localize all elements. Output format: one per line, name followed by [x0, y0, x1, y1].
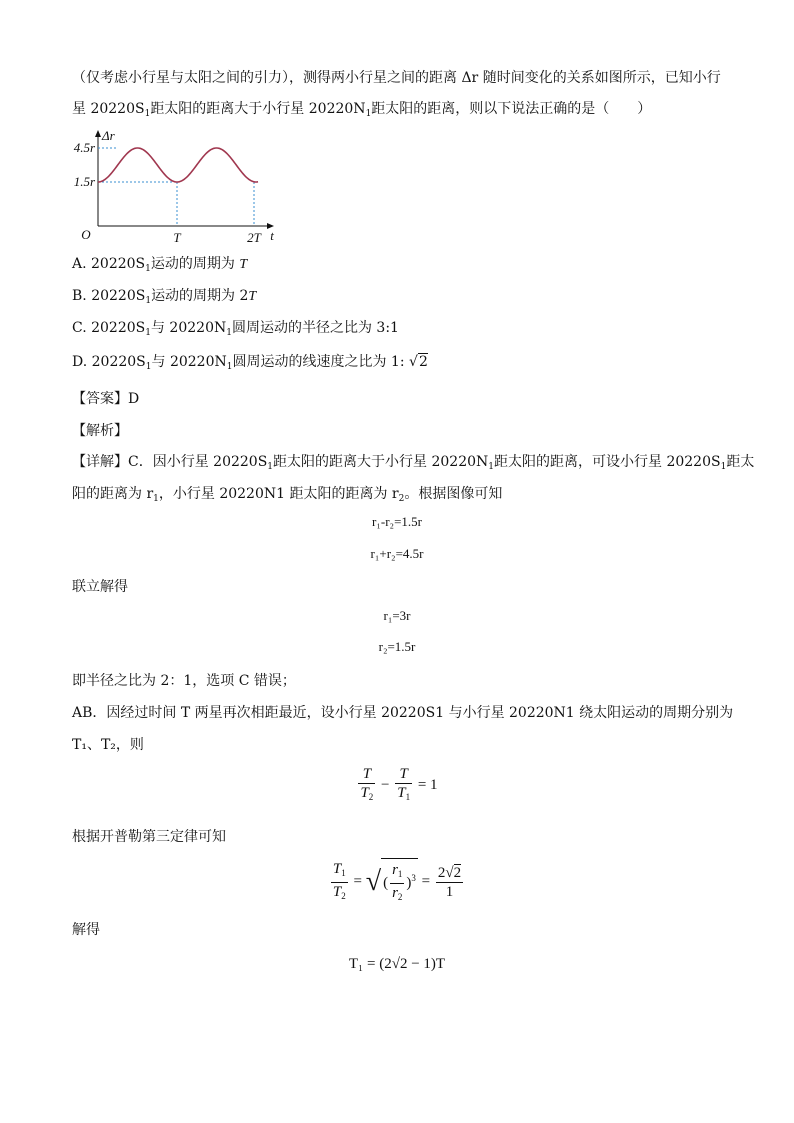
option-d: D. $20220S_1$与 $20220N_1$圆周运动的线速度之比为 1: √2	[72, 354, 428, 372]
distance-time-chart	[70, 128, 290, 246]
ab-line-1: AB．因经过时间 T 两星再次相距最近，设小行星 20220S1 与小行星 20220N1 绕太阳运动的周期分别为	[72, 705, 734, 721]
question-line-1: （仅考虑小行星与太阳之间的引力），测得两小行星之间的距离 Δr 随时间变化的关系如图所示，已知小行	[72, 70, 721, 86]
sqrt-2: √2	[409, 354, 428, 370]
conclusion-c: 即半径之比为 2：1，选项 C 错误；	[72, 673, 296, 689]
equation-1: r₁-r₂=1.5r	[372, 514, 422, 529]
analysis-tag: 【解析】	[72, 423, 128, 439]
solve-label-2: 解得	[72, 922, 100, 938]
equation-3: r₁=3r	[383, 608, 411, 623]
x-axis-label: t	[270, 228, 274, 243]
ab-line-2: T₁、T₂，则	[72, 737, 144, 753]
equation-4: r₂=1.5r	[378, 639, 416, 654]
kepler-equation: $\frac{T_1}{T_2}$ = √ ( $\frac{r_1}{r_2}$ )$^3$ = $\frac{2√2}{1}$	[0, 858, 794, 906]
question-line-2: 星 $20220S_1$距太阳的距离大于小行星 $20220N_1$距太阳的距离，则以下说法正确的是（ ）	[72, 101, 652, 119]
period-equation: $\frac{T}{T_2}$ − $\frac{T}{T_1}$ = 1	[360, 766, 438, 802]
detail-line-2: 阳的距离为 $r_1$，小行星 20220N1 距太阳的距离为 $r_2$。根据图像可知	[72, 486, 503, 504]
y-axis-arrow	[95, 130, 101, 137]
y-axis-label: Δr	[102, 128, 115, 143]
option-b: B. $20220S_1$运动的周期为 2T	[72, 288, 257, 306]
option-a: A. $20220S_1$运动的周期为 T	[72, 256, 248, 274]
x-tick-2T: 2T	[247, 230, 261, 245]
answer-line: 【答案】D	[72, 391, 140, 407]
equation-2: r₁+r₂=4.5r	[370, 546, 424, 561]
y-tick-max: 4.5r	[73, 140, 95, 155]
y-tick-min: 1.5r	[73, 174, 95, 189]
solve-label-1: 联立解得	[72, 579, 128, 595]
distance-curve	[98, 148, 258, 182]
x-tick-T: T	[173, 230, 181, 245]
origin-label: O	[81, 227, 91, 242]
option-c: C. $20220S_1$与 $20220N_1$圆周运动的半径之比为 3:1	[72, 320, 399, 338]
detail-line-1: 【详解】C．因小行星 $20220S_1$距太阳的距离大于小行星 $20220N_1$距太阳的距离，可设小行星 $20220S_1$距太	[72, 454, 755, 472]
final-equation: T₁ = (2√2 − 1)T	[348, 956, 446, 972]
kepler-label: 根据开普勒第三定律可知	[72, 829, 226, 845]
